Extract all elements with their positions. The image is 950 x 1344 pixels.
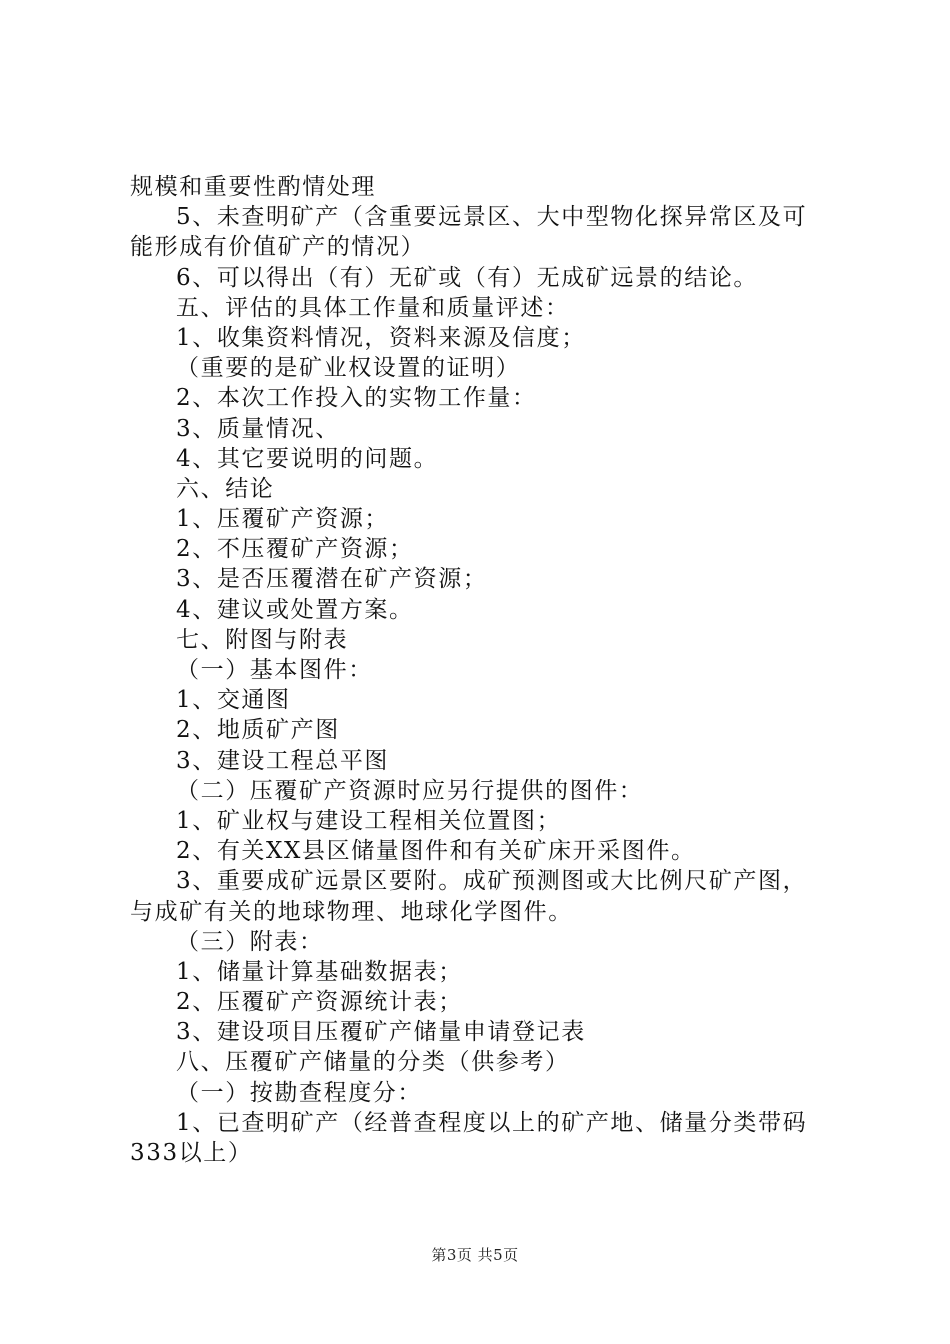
text-line: 七、附图与附表 [176,626,349,653]
text-line: 2、有关XX县区储量图件和有关矿床开采图件。 [176,838,696,865]
text-line: 4、建议或处置方案。 [176,596,414,623]
text-line: 能形成有价值矿产的情况） [130,234,426,261]
text-line: 3、重要成矿远景区要附。成矿预测图或大比例尺矿产图， [176,868,808,895]
text-line: 3、质量情况、 [176,415,340,442]
text-line: 333以上） [130,1140,253,1166]
text-line: 3、是否压覆潜在矿产资源； [176,566,488,593]
text-line: 1、收集资料情况，资料来源及信度； [176,324,586,351]
text-line: （一）按勘查程度分： [176,1079,422,1106]
text-line: （三）附表： [176,928,324,955]
text-line: （重要的是矿业权设置的证明） [176,355,521,382]
text-line: （一）基本图件： [176,657,373,683]
text-line: 4、其它要说明的问题。 [176,445,439,472]
text-line: 六、结论 [176,475,275,502]
document-body [130,172,835,1168]
text-line: 1、压覆矿产资源； [176,506,390,533]
text-line: 2、不压覆矿产资源； [176,536,414,563]
text-line: 1、矿业权与建设工程相关位置图； [176,807,562,834]
text-line: 1、交通图 [176,687,291,714]
text-line: 3、建设工程总平图 [176,747,390,774]
text-line: 1、已查明矿产（经普查程度以上的矿产地、储量分类带码 [176,1109,808,1136]
text-line: 八、压覆矿产储量的分类（供参考） [176,1049,570,1076]
text-line: 6、可以得出（有）无矿或（有）无成矿远景的结论。 [176,264,759,291]
text-line: 五、评估的具体工作量和质量评述： [176,294,570,321]
text-line: 2、地质矿产图 [176,717,340,744]
text-line: （二）压覆矿产资源时应另行提供的图件： [176,777,644,804]
text-line: 3、建设项目压覆矿产储量申请登记表 [176,1019,586,1046]
text-line: 规模和重要性酌情处理 [130,174,376,200]
text-line: 1、储量计算基础数据表； [176,958,463,985]
page-footer: 第3页 共5页 [431,1246,519,1264]
text-line: 2、本次工作投入的实物工作量： [176,385,537,412]
text-line: 与成矿有关的地球物理、地球化学图件。 [130,898,573,925]
text-line: 5、未查明矿产（含重要远景区、大中型物化探异常区及可 [176,204,808,231]
text-line: 2、压覆矿产资源统计表； [176,989,463,1016]
